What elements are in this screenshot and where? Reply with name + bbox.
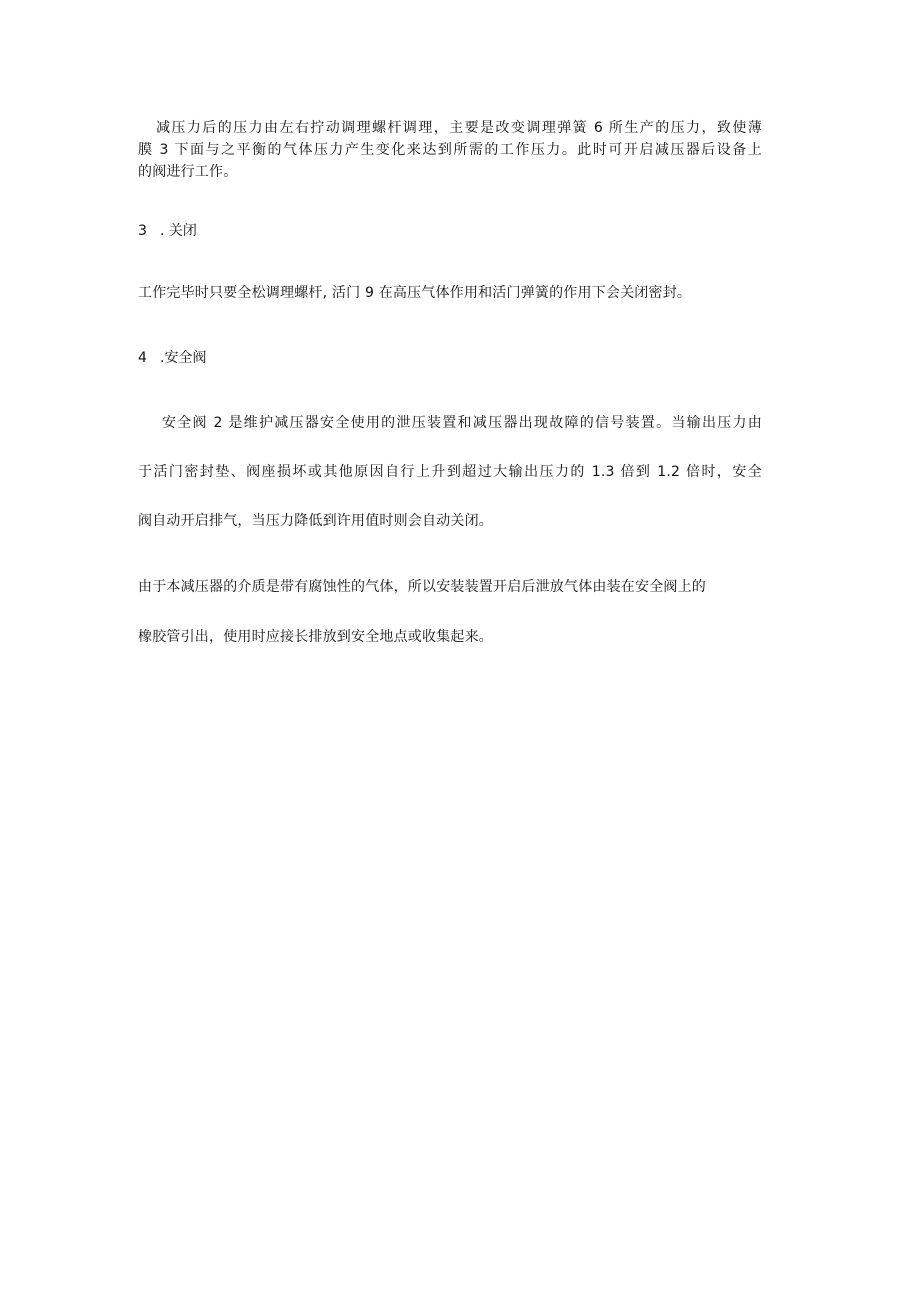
paragraph-2-line-1: 工作完毕时只要全松调理螺杆, 活门 9 在高压气体作用和活门弹簧的作用下会关闭密封。 [138,285,692,301]
section-3-heading [138,221,197,241]
section-3-title: . 关闭 [160,223,197,239]
paragraph-1-line-1: 减压力后的压力由左右拧动调理螺杆调理，主要是改变调理弹簧 6 所生产的压力，致使薄 [156,120,762,136]
paragraph-1-line-3: 的阀进行工作。 [138,164,238,180]
section-3-number: 3 [138,223,147,239]
paragraph-4-line-1: 由于本减压器的介质是带有腐蚀性的气体，所以安装装置开启后泄放气体由装在安全阀上的 [138,579,706,595]
section-4-heading [138,348,206,368]
paragraph-3-line-2: 于活门密封垫、阀座损坏或其他原因自行上升到超过大输出压力的 1.3 倍到 1.2 倍时，安全 [138,464,762,480]
paragraph-4-line-2: 橡胶管引出，使用时应接长排放到安全地点或收集起来。 [138,629,493,645]
paragraph-3-line-3: 阀自动开启排气，当压力降低到许用值时则会自动关闭。 [138,513,493,529]
section-4-title: .安全阀 [160,350,207,366]
paragraph-3-line-1: 安全阀 2 是维护减压器安全使用的泄压装置和减压器出现故障的信号装置。当输出压力由 [162,415,762,431]
paragraph-1-line-2: 膜 3 下面与之平衡的气体压力产生变化来达到所需的工作压力。此时可开启减压器后设备上 [138,142,762,158]
section-4-number: 4 [138,350,147,366]
